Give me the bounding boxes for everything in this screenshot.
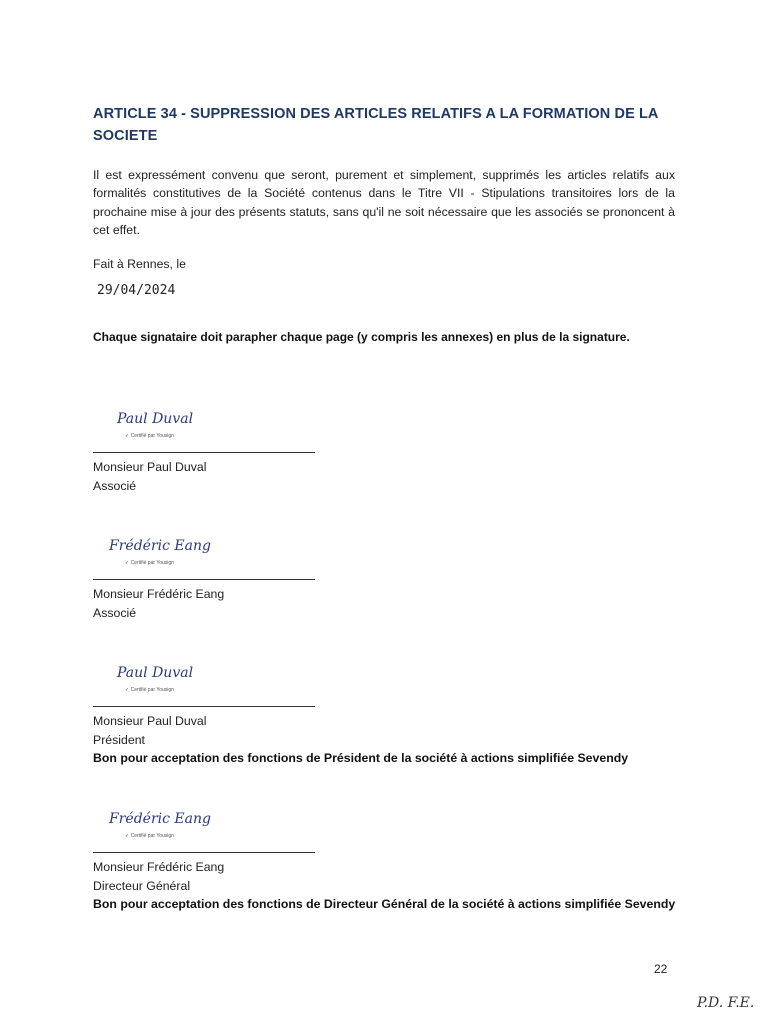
signatory-role: Directeur Général [93,878,191,893]
signature-certification: ✓ Certifié par Yousign [125,560,174,566]
signature-certification: ✓ Certifié par Yousign [125,433,174,439]
signature-image [93,665,323,705]
acceptance-statement: Bon pour acceptation des fonctions de Directeur Général de la société à actions simplifiée Sevendy [93,897,676,911]
signatory-name: Monsieur Paul Duval [93,460,207,474]
page-number: 22 [654,962,668,976]
signature-handwriting: Frédéric Eang [109,811,211,827]
signatory-role: Président [93,732,145,747]
acceptance-statement: Bon pour acceptation des fonctions de Président de la société à actions simplifiée Sevendy [93,751,629,765]
signature-block [93,411,693,495]
signature-image [93,811,323,851]
signatory-role: Associé [93,478,137,493]
article-heading: ARTICLE 34 - SUPPRESSION DES ARTICLES RELATIFS A LA FORMATION DE LA SOCIETE [93,106,658,144]
signature-line [93,452,315,453]
signature-line [93,579,315,580]
signature-handwriting: Paul Duval [117,411,194,427]
signatory-role: Associé [93,605,137,620]
signature-block [93,538,693,622]
signature-line [93,706,315,707]
signature-handwriting: Paul Duval [117,665,194,681]
signatory-name: Monsieur Frédéric Eang [93,587,225,601]
page-initials: P.D. F.E. [697,995,755,1011]
signature-block [93,811,693,914]
signature-handwriting: Frédéric Eang [109,538,211,554]
signatory-name: Monsieur Frédéric Eang [93,860,225,874]
signing-notice: Chaque signataire doit parapher chaque page (y compris les annexes) en plus de la signature. [93,330,630,344]
article-body: Il est expressément convenu que seront, purement et simplement, supprimés les articles relatifs aux formalités constitutives de la Société contenus dans le Titre VII - Stipulations transitoires lors de la prochaine mise à jour des présents statuts, sans qu'il ne soit nécessaire que les associés se prononcent à cet effet. [93,168,675,237]
signatory-name: Monsieur Paul Duval [93,714,207,728]
signature-block [93,665,693,768]
place-line: Fait à Rennes, le [93,257,186,271]
signature-image [93,538,323,578]
signature-image [93,411,323,451]
signature-line [93,852,315,853]
date-value: 29/04/2024 [97,283,176,298]
signature-certification: ✓ Certifié par Yousign [125,687,174,693]
signature-certification: ✓ Certifié par Yousign [125,833,174,839]
